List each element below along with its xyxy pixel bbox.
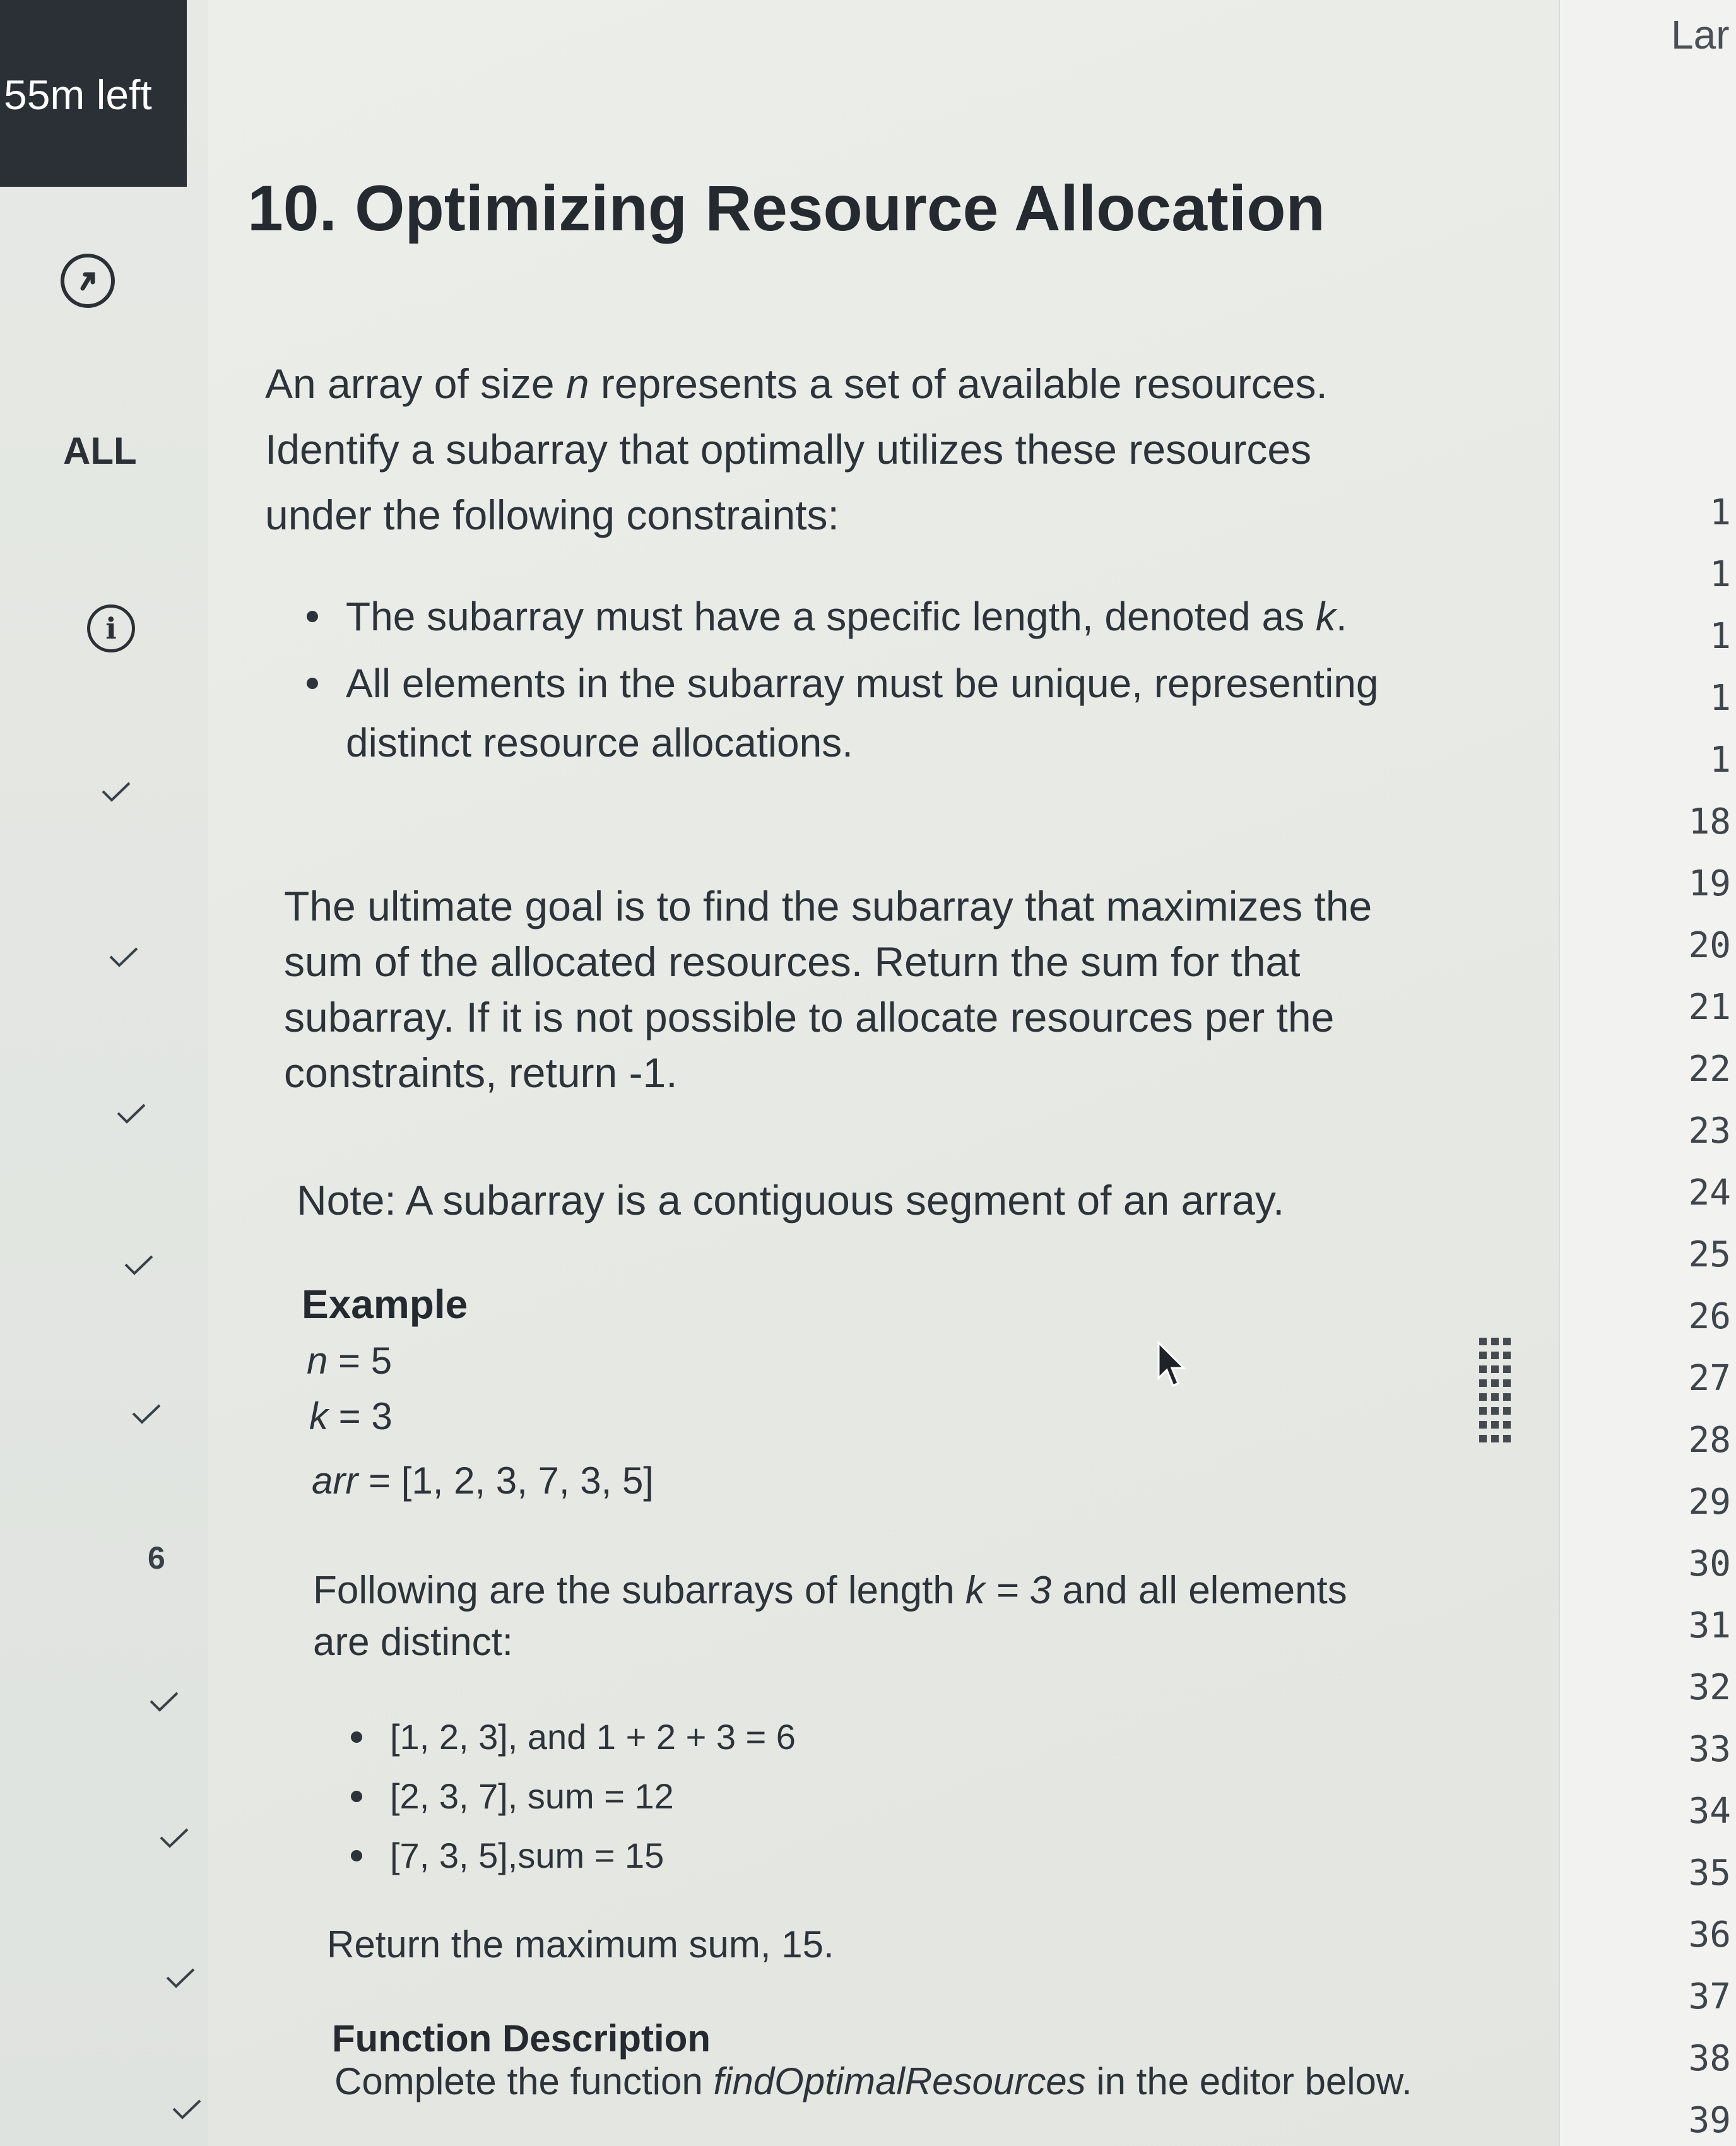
subarray-item: [1, 2, 3], and 1 + 2 + 3 = 6 xyxy=(351,1707,1297,1767)
problem-note: Note: A subarray is a contiguous segment of an array. xyxy=(297,1177,1285,1223)
checkmark-icon xyxy=(159,1827,189,1849)
function-description-text-a: Complete the function xyxy=(334,2060,714,2102)
question-item-2[interactable] xyxy=(109,946,139,968)
line-number: 1 xyxy=(1709,554,1731,595)
problem-intro xyxy=(265,351,1426,548)
handle-dots xyxy=(1491,1338,1499,1445)
following-text-b: and all elements are distinct: xyxy=(313,1569,1347,1664)
example-k-var: k xyxy=(309,1395,328,1437)
problem-goal: The ultimate goal is to find the subarray that maximizes the sum of the allocated resources. Return the sum for that subarray. If it is not possible to allocate resources per the constraints, return -1. xyxy=(284,883,1373,1096)
function-description-text-b: in the editor below. xyxy=(1085,2060,1412,2102)
all-questions-tab[interactable]: ALL xyxy=(63,430,137,472)
question-item-8[interactable] xyxy=(159,1827,189,1849)
example-k-value: = 3 xyxy=(328,1395,393,1437)
following-var: k = 3 xyxy=(965,1569,1052,1612)
line-number: 35 xyxy=(1688,1853,1731,1894)
subarray-item: [2, 3, 7], sum = 12 xyxy=(351,1767,1297,1826)
back-arrow-icon[interactable] xyxy=(61,254,115,308)
panel-resize-handle[interactable] xyxy=(1479,1338,1511,1445)
handle-dots xyxy=(1503,1338,1511,1445)
mouse-pointer-icon xyxy=(1156,1340,1188,1393)
intro-text-a: An array of size xyxy=(265,360,566,407)
pointer-glyph xyxy=(1156,1340,1188,1389)
line-number: 37 xyxy=(1688,1976,1731,2017)
line-number: 21 xyxy=(1688,987,1731,1028)
line-number: 28 xyxy=(1688,1420,1731,1461)
problem-title: 10. Optimizing Resource Allocation xyxy=(247,172,1325,244)
example-k xyxy=(309,1394,393,1438)
checkmark-icon xyxy=(149,1691,179,1713)
function-description-text xyxy=(334,2060,1432,2104)
checkmark-icon xyxy=(165,1967,196,1989)
checkmark-icon xyxy=(109,946,139,968)
constraint-1-var: k xyxy=(1315,594,1336,639)
line-number: 27 xyxy=(1688,1358,1731,1399)
line-number: 33 xyxy=(1688,1729,1731,1770)
constraint-item: All elements in the subarray must be unique, representing distinct resource allocations. xyxy=(307,654,1424,772)
checkmark-icon xyxy=(124,1254,154,1276)
line-number: 31 xyxy=(1688,1605,1731,1646)
line-number: 18 xyxy=(1688,801,1731,842)
question-item-5[interactable] xyxy=(131,1403,162,1425)
constraint-item xyxy=(307,587,1424,646)
line-number: 20 xyxy=(1688,925,1731,966)
line-number: 32 xyxy=(1688,1667,1731,1708)
question-sidebar xyxy=(0,0,210,2146)
arrow-glyph xyxy=(75,268,100,293)
line-number: 1 xyxy=(1709,616,1731,657)
line-number: 29 xyxy=(1688,1482,1731,1523)
example-result: Return the maximum sum, 15. xyxy=(327,1923,834,1966)
checkmark-icon xyxy=(131,1403,162,1425)
example-n xyxy=(307,1339,392,1383)
line-number: 26 xyxy=(1688,1296,1731,1337)
intro-text-b: represents a set of available resources. Identify a subarray that optimally utilizes these resources under the following constraints: xyxy=(265,360,1328,538)
checkmark-icon xyxy=(101,781,131,803)
example-n-value: = 5 xyxy=(328,1340,393,1382)
example-arr-value: = [1, 2, 3, 7, 3, 5] xyxy=(358,1459,654,1502)
example-arr-var: arr xyxy=(312,1459,358,1502)
line-number: 1 xyxy=(1709,740,1731,781)
constraint-1-text-b: . xyxy=(1335,594,1347,639)
checkmark-icon xyxy=(172,2099,202,2120)
constraint-1-text-a: The subarray must have a specific length, denoted as xyxy=(346,594,1316,639)
following-text-a: Following are the subarrays of length xyxy=(313,1569,965,1612)
question-item-current[interactable]: 6 xyxy=(148,1540,165,1576)
timer-display: 55m left xyxy=(0,0,187,187)
line-number: 39 xyxy=(1688,2100,1731,2141)
example-heading: Example xyxy=(302,1282,468,1327)
line-number: 23 xyxy=(1688,1111,1731,1152)
line-number: 30 xyxy=(1688,1543,1731,1584)
example-following xyxy=(313,1565,1398,1668)
subarrays-list xyxy=(351,1707,1297,1885)
line-number: 36 xyxy=(1688,1914,1731,1955)
line-number: 24 xyxy=(1688,1172,1731,1213)
handle-dots xyxy=(1479,1338,1487,1445)
function-name: findOptimalResources xyxy=(713,2060,1086,2102)
line-number: 34 xyxy=(1688,1791,1731,1832)
question-item-3[interactable] xyxy=(116,1103,146,1124)
question-item-7[interactable] xyxy=(149,1691,179,1713)
line-number: 19 xyxy=(1688,863,1731,904)
example-n-var: n xyxy=(307,1340,328,1382)
function-description-heading: Function Description xyxy=(332,2017,711,2060)
checkmark-icon xyxy=(116,1103,146,1124)
editor-line-numbers xyxy=(1565,0,1736,2146)
language-selector[interactable]: Lar xyxy=(1671,12,1730,57)
question-item-10[interactable] xyxy=(172,2099,202,2120)
line-number: 22 xyxy=(1688,1049,1731,1090)
question-item-4[interactable] xyxy=(124,1254,154,1276)
question-item-9[interactable] xyxy=(165,1967,196,1989)
line-number: 1 xyxy=(1709,492,1731,533)
intro-var-n: n xyxy=(565,360,589,407)
line-number: 25 xyxy=(1688,1234,1731,1275)
subarray-item: [7, 3, 5],sum = 15 xyxy=(351,1826,1297,1885)
example-arr xyxy=(312,1459,654,1502)
question-item-1[interactable] xyxy=(101,781,131,803)
info-icon[interactable]: i xyxy=(87,604,135,652)
line-number: 38 xyxy=(1688,2038,1731,2079)
constraints-list xyxy=(307,587,1424,772)
line-number: 1 xyxy=(1709,678,1731,719)
